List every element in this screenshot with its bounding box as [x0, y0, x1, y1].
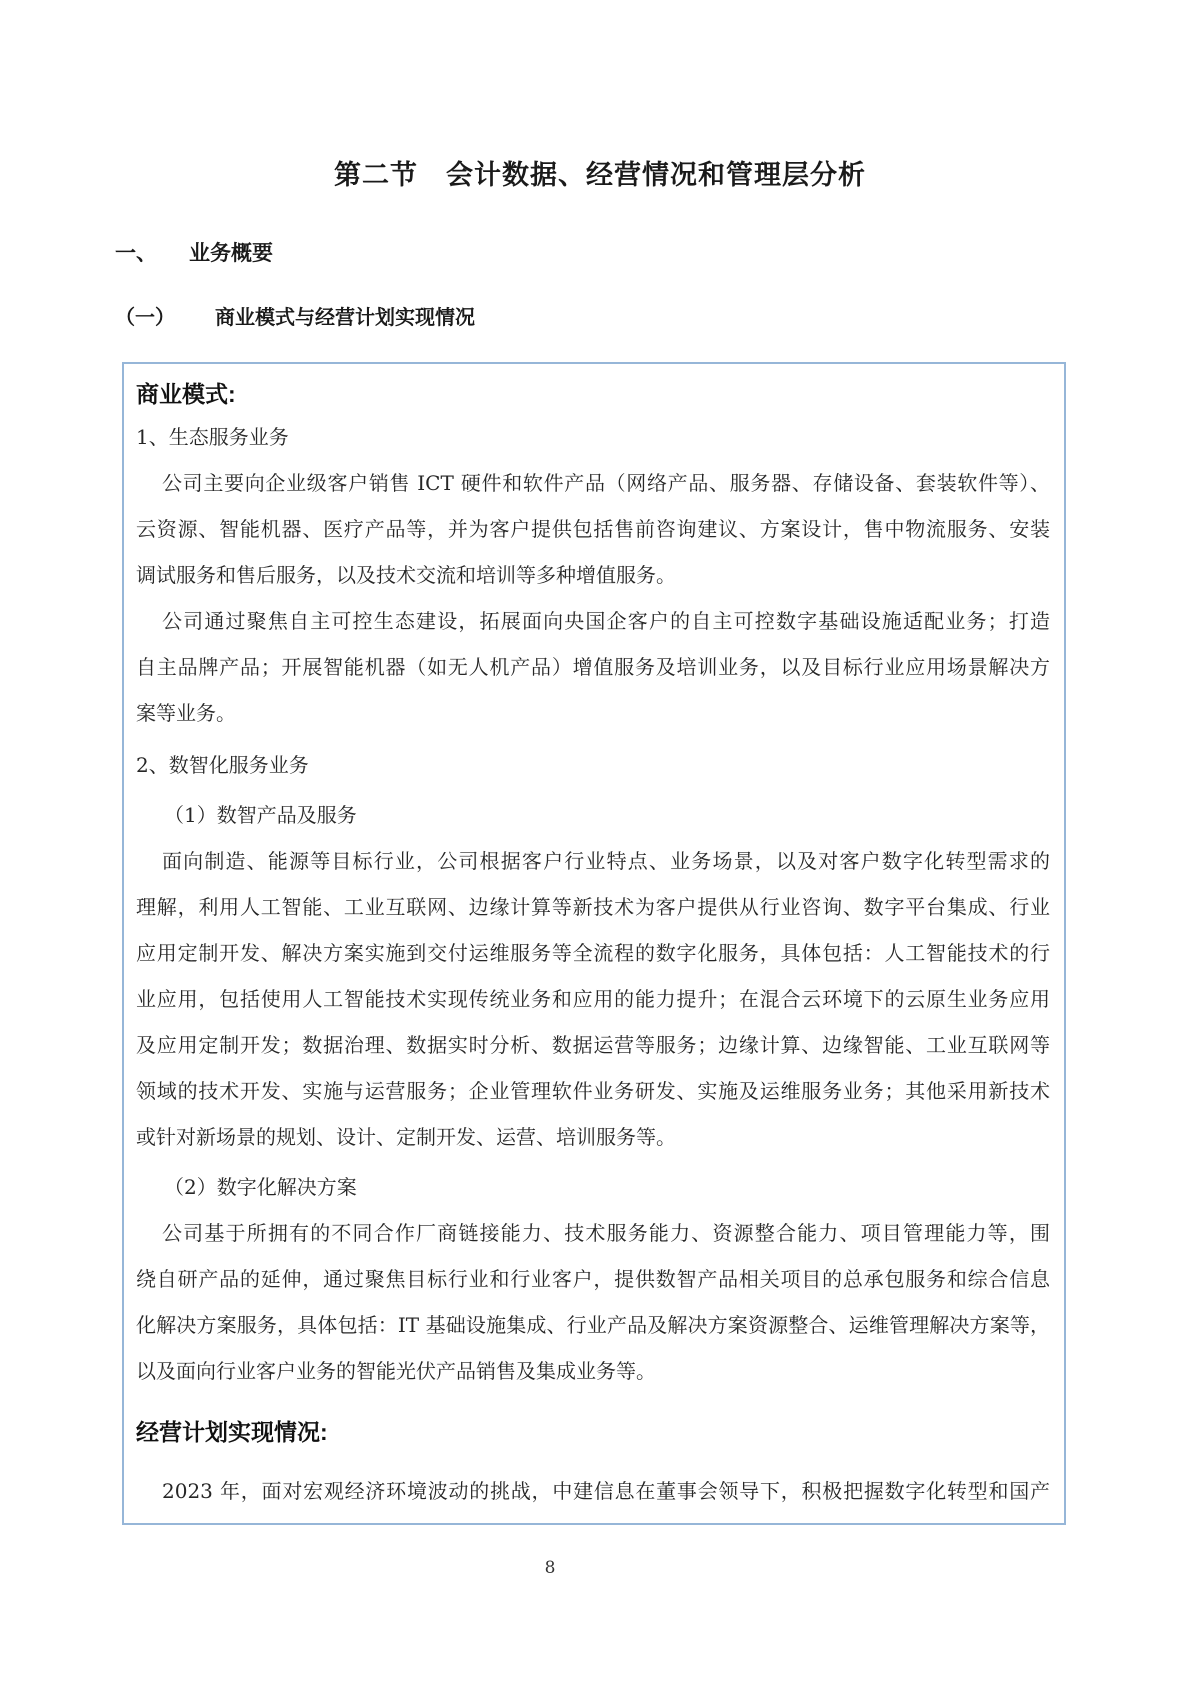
text-line: 1、生态服务业务	[136, 425, 289, 449]
box-heading-business-model: 商业模式:	[136, 381, 236, 407]
text-line: 应用定制开发、解决方案实施到交付运维服务等全流程的数字化服务，具体包括：人工智能技术的行	[136, 941, 1050, 965]
text-line: 理解，利用人工智能、工业互联网、边缘计算等新技术为客户提供从行业咨询、数字平台集成、行业	[136, 895, 1050, 919]
text-line: 绕自研产品的延伸，通过聚焦目标行业和行业客户，提供数智产品相关项目的总承包服务和综合信息	[136, 1267, 1050, 1291]
heading-level2-text: 商业模式与经营计划实现情况	[215, 307, 475, 329]
text-line: （2）数字化解决方案	[164, 1175, 357, 1199]
text-line: 及应用定制开发；数据治理、数据实时分析、数据运营等服务；边缘计算、边缘智能、工业互联网等	[136, 1033, 1050, 1057]
box-heading-operating-plan: 经营计划实现情况:	[136, 1419, 328, 1445]
heading-business-model-plan	[115, 305, 1200, 331]
text-line: 面向制造、能源等目标行业，公司根据客户行业特点、业务场景，以及对客户数字化转型需求的	[162, 849, 1050, 873]
text-line: 以及面向行业客户业务的智能光伏产品销售及集成业务等。	[136, 1359, 656, 1383]
text-line: 案等业务。	[136, 701, 236, 725]
section-number: 第二节	[334, 160, 418, 190]
section-title-text: 会计数据、经营情况和管理层分析	[446, 160, 866, 190]
text-line: 2、数智化服务业务	[136, 753, 309, 777]
text-line: 公司通过聚焦自主可控生态建设，拓展面向央国企客户的自主可控数字基础设施适配业务；打造	[162, 609, 1050, 633]
text-line: 或针对新场景的规划、设计、定制开发、运营、培训服务等。	[136, 1125, 676, 1149]
text-line: 公司主要向企业级客户销售 ICT 硬件和软件产品（网络产品、服务器、存储设备、套装软件等）、	[162, 471, 1050, 495]
text-line: 领域的技术开发、实施与运营服务；企业管理软件业务研发、实施及运维服务业务；其他采用新技术	[136, 1079, 1050, 1103]
text-line: 业应用，包括使用人工智能技术实现传统业务和应用的能力提升；在混合云环境下的云原生业务应用	[136, 987, 1050, 1011]
heading-business-overview	[115, 241, 1200, 267]
text-line: （1）数智产品及服务	[164, 803, 357, 827]
page-number: 8	[544, 1558, 556, 1578]
heading-level2-number: （一）	[115, 307, 175, 329]
text-line: 自主品牌产品；开展智能机器（如无人机产品）增值服务及培训业务，以及目标行业应用场景解决方	[136, 655, 1050, 679]
heading-level1-text: 业务概要	[189, 242, 273, 265]
heading-level1-number: 一、	[115, 242, 157, 265]
section-title	[0, 0, 1200, 192]
text-line: 调试服务和售后服务，以及技术交流和培训等多种增值服务。	[136, 563, 676, 587]
business-model-box	[122, 362, 1066, 1525]
text-line: 云资源、智能机器、医疗产品等，并为客户提供包括售前咨询建议、方案设计，售中物流服务、安装	[136, 517, 1050, 541]
text-line: 化解决方案服务，具体包括：IT 基础设施集成、行业产品及解决方案资源整合、运维管理解决方案等，	[136, 1313, 1050, 1337]
text-line: 2023 年，面对宏观经济环境波动的挑战，中建信息在董事会领导下，积极把握数字化转型和国产	[162, 1479, 1050, 1503]
text-line: 公司基于所拥有的不同合作厂商链接能力、技术服务能力、资源整合能力、项目管理能力等，围	[162, 1221, 1050, 1245]
